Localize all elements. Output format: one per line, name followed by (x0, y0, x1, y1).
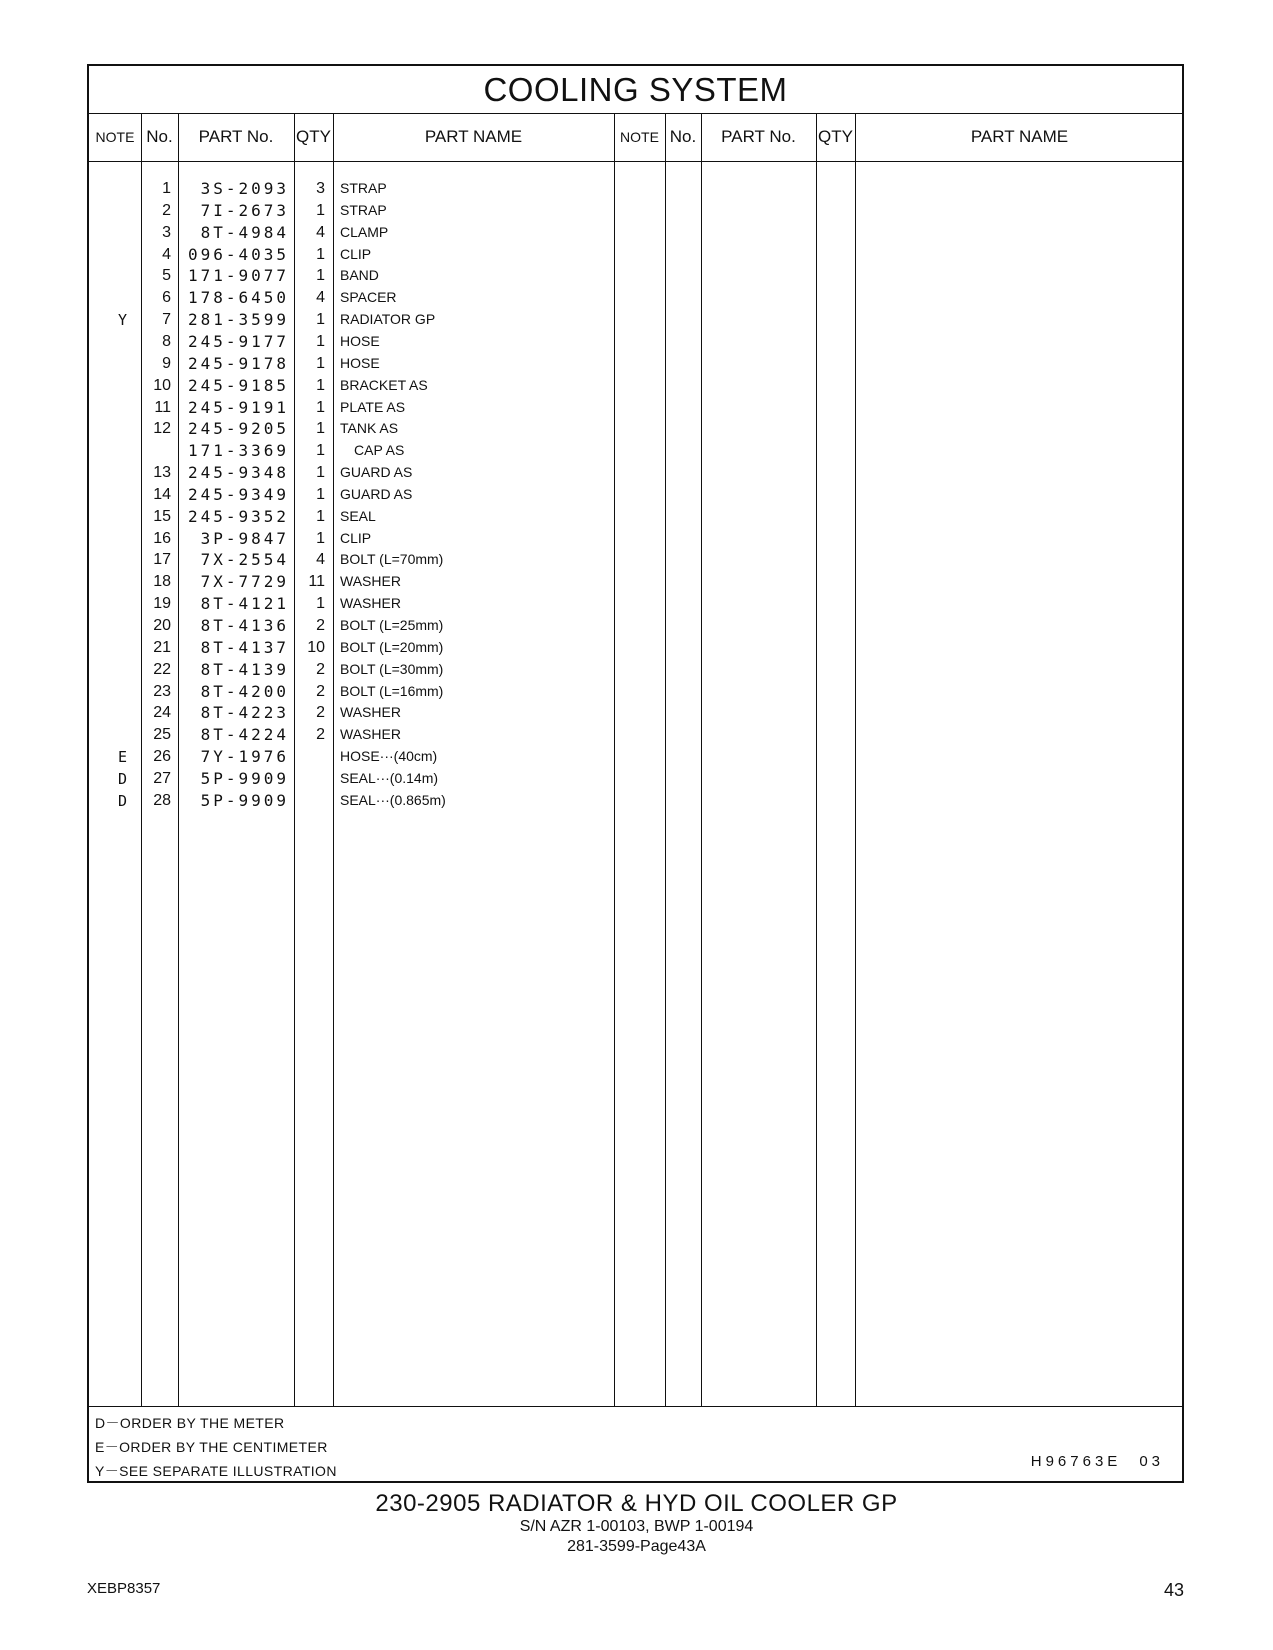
part-name-cell: WASHER (340, 595, 401, 612)
part-name-cell: CLIP (340, 245, 372, 262)
quantity-cell: 1 (316, 442, 325, 460)
table-row (89, 265, 1186, 287)
part-name-cell: CLIP (340, 529, 372, 546)
part-number-cell: 7X-2554 (200, 550, 289, 570)
part-number-cell: 245-9352 (187, 506, 289, 526)
part-name-cell: STRAP (340, 180, 387, 196)
table-row (89, 724, 1186, 746)
quantity-cell: 1 (316, 354, 325, 372)
quantity-cell: 2 (316, 617, 325, 634)
part-number-cell: 8T-4224 (200, 725, 289, 745)
table-row (89, 702, 1186, 724)
table-row (89, 571, 1186, 593)
part-number-cell: 171-3369 (187, 441, 289, 461)
illustration-code-number: H96763E (1030, 1453, 1122, 1470)
part-name-cell: GUARD AS (340, 464, 413, 481)
part-name-cell: BOLT (L=16mm) (340, 682, 444, 699)
part-name-cell: BRACKET AS (340, 376, 428, 393)
note-cell: Y (117, 311, 127, 330)
part-name-cell: WASHER (340, 704, 401, 721)
quantity-cell: 4 (316, 551, 325, 569)
part-name-cell: SEAL (340, 507, 376, 524)
part-name-cell: GUARD AS (340, 485, 413, 502)
part-name-cell: CLAMP (340, 223, 389, 240)
item-number-cell: 4 (162, 245, 171, 263)
quantity-cell: 2 (316, 682, 325, 700)
page-number: 43 (1163, 1580, 1184, 1600)
item-number-cell: 9 (162, 354, 171, 372)
header-note-right: NOTE (620, 129, 659, 145)
item-number-cell: 17 (153, 551, 171, 569)
item-number-cell: 8 (162, 332, 171, 350)
part-name-cell: PLATE AS (340, 398, 406, 415)
table-row (89, 549, 1186, 571)
table-row (89, 790, 1186, 812)
part-number-cell: 5P-9909 (200, 768, 289, 788)
item-number-cell: 24 (153, 704, 171, 722)
document-id: XEBP8357 (87, 1580, 161, 1597)
part-name-cell: BOLT (L=30mm) (340, 660, 444, 677)
table-row (89, 200, 1186, 222)
quantity-cell: 1 (316, 267, 325, 285)
item-number-cell: 23 (153, 682, 171, 700)
item-number-cell: 22 (153, 660, 171, 678)
part-name-cell: HOSE (340, 354, 380, 371)
quantity-cell: 10 (307, 638, 325, 656)
part-number-cell: 245-9178 (187, 353, 289, 373)
part-number-cell: 8T-4121 (200, 594, 289, 614)
item-number-cell: 3 (162, 223, 171, 241)
legend-e: E－ORDER BY THE CENTIMETER (95, 1439, 328, 1455)
table-row (89, 178, 1186, 200)
part-name-cell: BOLT (L=70mm) (340, 551, 444, 568)
part-number-cell: 245-9185 (187, 375, 289, 395)
header-qty: QTY (296, 127, 331, 146)
item-number-cell: 15 (153, 507, 171, 525)
part-number-cell: 245-9205 (187, 419, 289, 439)
part-number-cell: 5P-9909 (200, 790, 289, 810)
item-number-cell: 13 (153, 464, 171, 482)
quantity-cell: 1 (316, 398, 325, 416)
header-no-right: No. (669, 127, 697, 146)
part-number-cell: 245-9348 (187, 463, 289, 483)
legend-d: D－ORDER BY THE METER (95, 1415, 285, 1431)
item-number-cell: 11 (154, 398, 171, 416)
part-name-cell: WASHER (340, 573, 401, 590)
item-number-cell: 12 (153, 420, 171, 438)
item-number-cell: 7 (162, 311, 171, 329)
part-name-cell: STRAP (340, 201, 387, 218)
part-number-cell: 281-3599 (187, 310, 289, 330)
item-number-cell: 14 (153, 485, 171, 503)
quantity-cell: 1 (316, 376, 325, 394)
part-number-cell: 8T-4200 (200, 681, 289, 701)
part-number-cell: 3P-9847 (200, 528, 289, 548)
part-name-cell: SEAL···(0.865m) (340, 791, 446, 808)
quantity-cell: 2 (316, 726, 325, 744)
part-number-cell: 8T-4223 (200, 703, 289, 723)
header-part-no: PART No. (198, 127, 274, 146)
table-row (89, 593, 1186, 615)
part-name-cell: CAP AS (354, 442, 405, 459)
part-name-cell: WASHER (340, 726, 401, 743)
part-name-cell: HOSE···(40cm) (340, 748, 438, 765)
legend-y: Y－SEE SEPARATE ILLUSTRATION (95, 1463, 337, 1479)
note-cell: D (117, 769, 127, 788)
table-row (89, 397, 1186, 419)
section-title: COOLING SYSTEM (89, 66, 1182, 114)
part-number-cell: 171-9077 (187, 266, 289, 286)
table-row (89, 222, 1186, 244)
quantity-cell: 11 (308, 573, 325, 591)
header-no: No. (146, 127, 173, 146)
quantity-cell: 1 (316, 529, 325, 547)
quantity-cell: 1 (316, 464, 325, 482)
quantity-cell: 4 (316, 289, 325, 307)
header-note: NOTE (95, 129, 135, 145)
table-row (89, 244, 1186, 266)
item-number-cell: 26 (153, 748, 171, 766)
part-name-cell: SPACER (340, 289, 397, 306)
part-number-cell: 3S-2093 (200, 179, 289, 198)
part-number-cell: 245-9177 (187, 331, 289, 351)
part-number-cell: 8T-4136 (200, 616, 289, 635)
illustration-code (1031, 1453, 1164, 1470)
page-reference: 281-3599-Page43A (567, 1538, 706, 1555)
table-row (89, 462, 1186, 484)
item-number-cell: 1 (162, 180, 171, 197)
table-row (89, 440, 1186, 462)
table-row (89, 418, 1186, 440)
part-number-cell: 245-9191 (187, 397, 289, 417)
part-name-cell: HOSE (340, 332, 380, 349)
table-row (89, 528, 1186, 550)
note-cell: E (117, 748, 127, 767)
part-name-cell: TANK AS (340, 420, 399, 437)
table-row (89, 331, 1186, 353)
part-name-cell: BOLT (L=25mm) (340, 617, 444, 633)
table-row (89, 746, 1186, 768)
table-row (89, 484, 1186, 506)
item-number-cell: 25 (153, 726, 171, 744)
legend-footer (89, 1406, 1182, 1481)
part-number-cell: 096-4035 (187, 244, 289, 264)
group-title: 230-2905 RADIATOR & HYD OIL COOLER GP (375, 1490, 898, 1517)
quantity-cell: 3 (316, 180, 325, 197)
parts-list-frame (87, 64, 1184, 1483)
table-row (89, 375, 1186, 397)
table-row (89, 506, 1186, 528)
table-row (89, 768, 1186, 790)
header-part-no-right: PART No. (721, 127, 796, 146)
table-row (89, 659, 1186, 681)
item-number-cell: 5 (162, 267, 171, 285)
item-number-cell: 10 (153, 376, 171, 394)
part-number-cell: 7X-7729 (200, 572, 289, 592)
item-number-cell: 21 (153, 638, 171, 656)
quantity-cell: 1 (316, 201, 325, 219)
item-number-cell: 6 (162, 289, 171, 307)
table-row (89, 681, 1186, 703)
header-part-name-right: PART NAME (970, 127, 1069, 146)
item-number-cell: 27 (153, 769, 171, 787)
part-name-cell: SEAL···(0.14m) (340, 769, 439, 786)
table-row (89, 309, 1186, 331)
item-number-cell: 18 (153, 573, 171, 591)
header-part-name: PART NAME (424, 127, 523, 146)
quantity-cell: 1 (316, 311, 325, 329)
header-qty-right: QTY (818, 127, 853, 146)
part-number-cell: 7Y-1976 (200, 747, 289, 767)
part-number-cell: 8T-4984 (200, 222, 289, 242)
table-row (89, 287, 1186, 309)
table-header (89, 113, 1182, 162)
quantity-cell: 1 (316, 485, 325, 503)
part-name-cell: BAND (340, 267, 379, 284)
part-number-cell: 8T-4137 (200, 637, 289, 657)
item-number-cell: 16 (153, 529, 171, 547)
quantity-cell: 1 (316, 245, 325, 263)
item-number-cell: 2 (162, 201, 171, 219)
illustration-revision: 03 (1139, 1453, 1164, 1470)
part-name-cell: RADIATOR GP (340, 311, 436, 328)
table-row (89, 353, 1186, 375)
quantity-cell: 1 (316, 507, 325, 525)
item-number-cell: 28 (153, 791, 171, 809)
quantity-cell: 1 (316, 332, 325, 350)
table-row (89, 637, 1186, 659)
part-name-cell: BOLT (L=20mm) (340, 638, 444, 655)
item-number-cell: 20 (153, 617, 171, 634)
quantity-cell: 1 (316, 595, 325, 613)
table-row (89, 615, 1186, 637)
item-number-cell: 19 (153, 595, 171, 613)
serial-range: S/N AZR 1-00103, BWP 1-00194 (519, 1518, 754, 1535)
quantity-cell: 4 (316, 223, 325, 241)
quantity-cell: 2 (316, 660, 325, 678)
quantity-cell: 2 (316, 704, 325, 722)
part-number-cell: 7I-2673 (200, 200, 289, 220)
part-number-cell: 8T-4139 (200, 659, 289, 679)
part-number-cell: 245-9349 (187, 484, 289, 504)
note-cell: D (117, 791, 127, 810)
quantity-cell: 1 (316, 420, 325, 438)
part-number-cell: 178-6450 (187, 288, 289, 308)
